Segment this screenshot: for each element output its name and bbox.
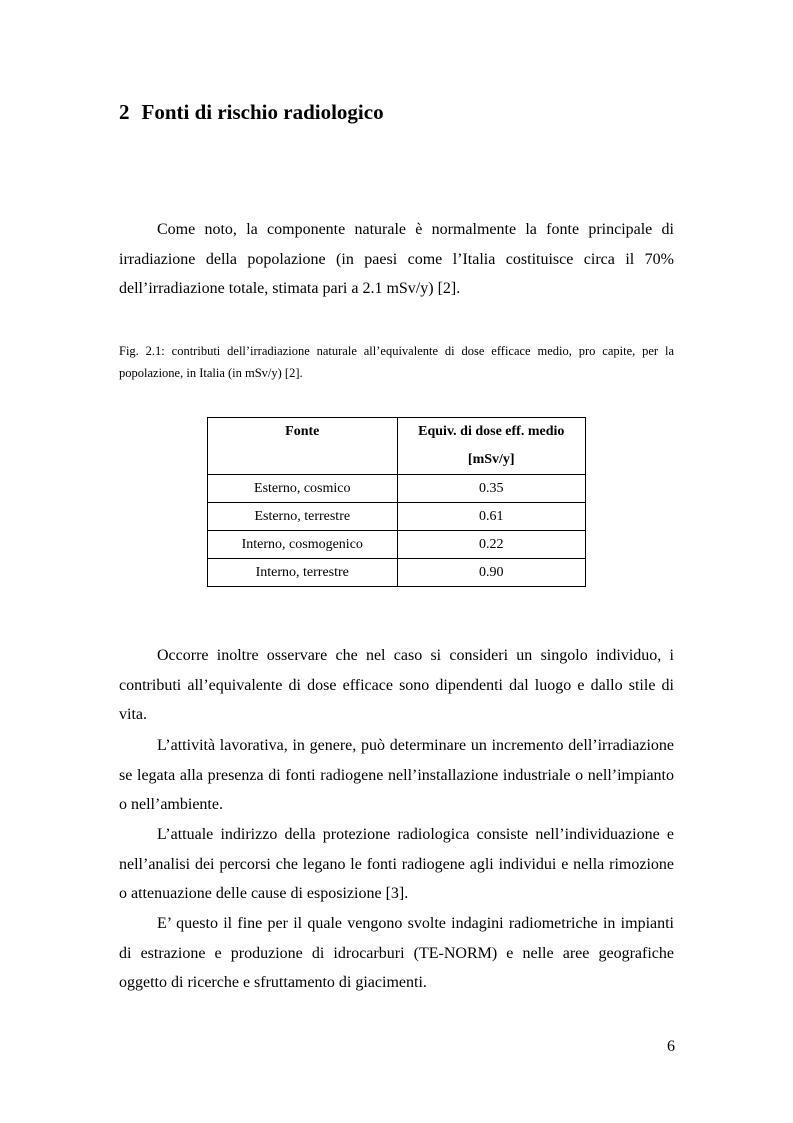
page-number: 6: [667, 1038, 675, 1055]
dose-contribution-table: [207, 417, 586, 587]
table-row: [208, 559, 586, 587]
table-cell-dose: 0.35: [397, 475, 585, 503]
table-row: [208, 475, 586, 503]
table-cell-source: Esterno, cosmico: [208, 475, 398, 503]
table-row: [208, 503, 586, 531]
table-cell-dose: 0.61: [397, 503, 585, 531]
paragraph-work-activity: L’attività lavorativa, in genere, può determinare un incremento dell’irradiazione se legata alla presenza di fonti radiogene nell’installazione industriale o nell’impianto o nell’ambiente.: [119, 737, 674, 814]
paragraph-intro: Come noto, la componente naturale è normalmente la fonte principale di irradiazione della popolazione (in paesi come l’Italia costituisce circa il 70% dell’irradiazione totale, stimata pari a 2.1 mSv/y) [2].: [119, 221, 674, 298]
chapter-title: [119, 97, 384, 127]
table-cell-dose: 0.22: [397, 531, 585, 559]
table-row: [208, 531, 586, 559]
table-cell-source: Esterno, terrestre: [208, 503, 398, 531]
chapter-title-text: Fonti di rischio radiologico: [141, 100, 384, 124]
paragraph-radiation-protection: L’attuale indirizzo della protezione radiologica consiste nell’individuazione e nell’analisi dei percorsi che legano le fonti radiogene agli individui e nella rimozione o attenuazione delle cause di esposizione [3].: [119, 826, 674, 903]
figure-caption: Fig. 2.1: contributi dell’irradiazione naturale all’equivalente di dose efficace medio, pro capite, per la popolazione, in Italia (in mSv/y) [2].: [119, 344, 674, 380]
table-header-source: Fonte: [208, 418, 398, 475]
table-header-row: [208, 418, 586, 475]
paragraph-individual: Occorre inoltre osservare che nel caso si consideri un singolo individuo, i contributi all’equivalente di dose efficace sono dipendenti dal luogo e dallo stile di vita.: [119, 647, 674, 724]
chapter-number: 2: [119, 100, 130, 124]
table-cell-dose: 0.90: [397, 559, 585, 587]
table-header-dose: Equiv. di dose eff. medio [mSv/y]: [397, 418, 585, 475]
table-cell-source: Interno, terrestre: [208, 559, 398, 587]
paragraph-radiometric-surveys: E’ questo il fine per il quale vengono svolte indagini radiometriche in impianti di estrazione e produzione di idrocarburi (TE-NORM) e nelle aree geografiche oggetto di ricerche e sfruttamento di giacimenti.: [119, 915, 674, 992]
table-cell-source: Interno, cosmogenico: [208, 531, 398, 559]
